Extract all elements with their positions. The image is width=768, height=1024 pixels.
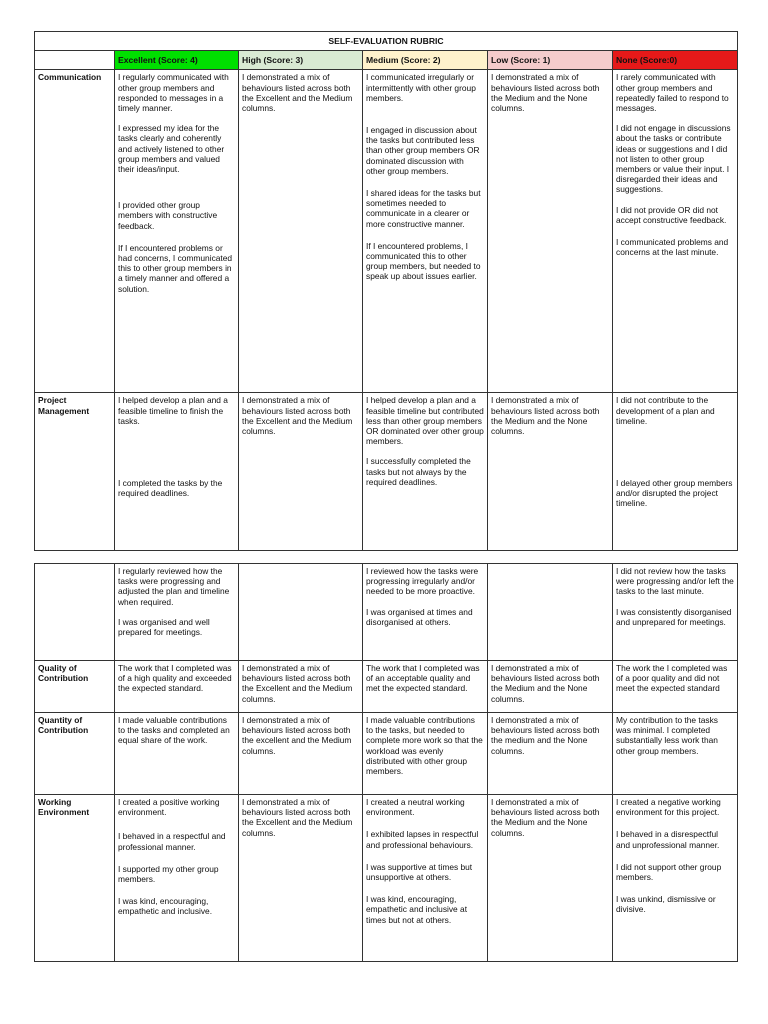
cell-high (239, 795, 363, 962)
descriptor-text: I did not support other group members. (616, 861, 722, 883)
criterion-label (35, 564, 115, 661)
level-header-excellent: Excellent (Score: 4) (115, 51, 239, 70)
criterion-label: Quality of Contribution (35, 661, 115, 713)
descriptor-text: I created a neutral working environment. (366, 797, 465, 818)
descriptor-text: I was organised and well prepared for meetings. (118, 616, 210, 638)
descriptor-text: I helped develop a plan and a feasible timeline to finish the tasks. (118, 395, 228, 426)
rubric-row-project-management (35, 393, 738, 551)
descriptor-text: I demonstrated a mix of behaviours listed across both the Medium and the None columns. (491, 663, 600, 704)
cell-low (488, 564, 613, 661)
descriptor-text: I demonstrated a mix of behaviours listed across both the Medium and the None columns. (491, 395, 600, 437)
descriptor-text: I demonstrated a mix of behaviours listed across both the Medium and the None columns. (491, 72, 600, 114)
descriptor-text: I regularly communicated with other group members and responded to messages in a timely manner. (118, 72, 229, 114)
descriptor-text: I made valuable contributions to the tasks and completed an equal share of the work. (118, 715, 230, 746)
descriptor-text: I did not provide OR did not accept constructive feedback. (616, 204, 727, 225)
rubric-table-page-1 (34, 31, 738, 551)
descriptor-text: I rarely communicated with other group members and repeatedly failed to respond to messages. (616, 72, 729, 114)
descriptor-text: I reviewed how the tasks were progressing irregularly and/or needed to be more proactive. (366, 566, 479, 597)
descriptor-text: The work that I completed was of a high quality and exceeded the expected standard. (118, 663, 232, 694)
criterion-label: Working Environment (35, 795, 115, 962)
cell-none (613, 564, 738, 661)
descriptor-text: I communicated irregularly or intermittently with other group members. (366, 72, 476, 103)
descriptor-text: I delayed other group members and/or disrupted the project timeline. (616, 478, 733, 509)
cell-none (613, 795, 738, 962)
descriptor-text: I completed the tasks by the required deadlines. (118, 478, 223, 499)
level-header-low: Low (Score: 1) (488, 51, 613, 70)
header-row (35, 51, 738, 70)
descriptor-text: I communicated problems and concerns at the last minute. (616, 237, 729, 258)
cell-excellent (115, 564, 239, 661)
cell-low (488, 661, 613, 713)
level-header-high: High (Score: 3) (239, 51, 363, 70)
descriptor-text: I successfully completed the tasks but not always by the required deadlines. (366, 456, 471, 487)
cell-high (239, 564, 363, 661)
descriptor-text: I was organised at times and disorganised at others. (366, 606, 473, 627)
cell-high (239, 661, 363, 713)
descriptor-text: I was supportive at times but unsupportive at others. (366, 861, 473, 883)
descriptor-text: The work the I completed was of a poor quality and did not meet the expected standard (616, 663, 728, 694)
descriptor-text: My contribution to the tasks was minimal. I completed substantially less work than other group members. (616, 715, 718, 756)
descriptor-text: I demonstrated a mix of behaviours listed across both the Excellent and the Medium columns. (242, 395, 353, 437)
descriptor-text: I behaved in a respectful and professional manner. (118, 831, 226, 852)
rubric-row-quantity-of-contribution (35, 713, 738, 795)
cell-medium (363, 70, 488, 393)
descriptor-text: I demonstrated a mix of behaviours listed across both the Excellent and the Medium columns. (242, 663, 353, 704)
descriptor-text: I helped develop a plan and a feasible timeline but contributed less than other group members OR dominated over other group members. (366, 395, 484, 447)
rubric-table-page-2 (34, 563, 738, 962)
descriptor-text: I was unkind, dismissive or divisive. (616, 894, 716, 915)
cell-excellent (115, 70, 239, 393)
rubric-title: SELF-EVALUATION RUBRIC (35, 32, 738, 51)
cell-excellent (115, 713, 239, 795)
descriptor-text: I demonstrated a mix of behaviours listed across both the excellent and the Medium columns. (242, 715, 352, 756)
cell-none (613, 70, 738, 393)
level-header-none: None (Score:0) (613, 51, 738, 70)
descriptor-text: I provided other group members with constructive feedback. (118, 200, 218, 231)
cell-excellent (115, 795, 239, 962)
rubric-row-quality-of-contribution (35, 661, 738, 713)
descriptor-text: The work that I completed was of an acceptable quality and met the expected standard. (366, 663, 480, 694)
descriptor-text: I did not review how the tasks were progressing and/or left the tasks to the last minute. (616, 566, 734, 597)
level-header-medium: Medium (Score: 2) (363, 51, 488, 70)
cell-medium (363, 661, 488, 713)
descriptor-text: I was kind, encouraging, empathetic and inclusive. (118, 896, 213, 917)
cell-high (239, 393, 363, 551)
descriptor-text: I exhibited lapses in respectful and professional behaviours. (366, 829, 479, 850)
descriptor-text: I shared ideas for the tasks but sometimes needed to communicate in a clearer or more constructive manner. (366, 188, 481, 229)
descriptor-text: I demonstrated a mix of behaviours listed across both the Excellent and the Medium columns. (242, 72, 353, 114)
descriptor-text: I was consistently disorganised and unprepared for meetings. (616, 606, 732, 627)
descriptor-text: I supported my other group members. (118, 863, 219, 885)
descriptor-text: I demonstrated a mix of behaviours listed across both the Medium and the None columns. (491, 797, 600, 838)
cell-medium (363, 393, 488, 551)
header-blank (35, 51, 115, 70)
criterion-label: Quantity of Contribution (35, 713, 115, 795)
descriptor-text: I created a negative working environment for this project. (616, 797, 721, 818)
cell-none (613, 661, 738, 713)
descriptor-text: I demonstrated a mix of behaviours listed across both the Excellent and the Medium columns. (242, 797, 353, 838)
rubric-row-communication (35, 70, 738, 393)
descriptor-text: If I encountered problems or had concerns, I communicated this to other group members in a timely manner and offered a solution. (118, 242, 233, 294)
cell-low (488, 70, 613, 393)
cell-high (239, 70, 363, 393)
cell-medium (363, 564, 488, 661)
cell-low (488, 713, 613, 795)
rubric-row-continued (35, 564, 738, 661)
cell-excellent (115, 393, 239, 551)
descriptor-text: I regularly reviewed how the tasks were progressing and adjusted the plan and timeline when required. (118, 566, 230, 607)
rubric-row-working-environment (35, 795, 738, 962)
criterion-label: Project Management (35, 393, 115, 551)
descriptor-text: I made valuable contributions to the tasks, but needed to complete more work so that the workload was evenly distributed with other group members. (366, 715, 483, 777)
descriptor-text: I did not contribute to the development of a plan and timeline. (616, 395, 715, 426)
cell-low (488, 795, 613, 962)
descriptor-text: I was kind, encouraging, empathetic and inclusive at times but not at others. (366, 894, 468, 925)
cell-high (239, 713, 363, 795)
cell-medium (363, 795, 488, 962)
descriptor-text: I expressed my idea for the tasks clearly and coherently and actively listened to other group members and valued their ideas/input. (118, 123, 225, 175)
descriptor-text: I did not engage in discussions about the tasks or contribute ideas or suggestions and I did not listen to other group members or value their input. I disregarded their ideas and suggestions. (616, 123, 731, 195)
cell-none (613, 713, 738, 795)
descriptor-text: If I encountered problems, I communicated this to other group members, but needed to speak up about issues earlier. (366, 240, 481, 282)
criterion-label: Communication (35, 70, 115, 393)
title-row (35, 32, 738, 51)
cell-medium (363, 713, 488, 795)
descriptor-text: I created a positive working environment. (118, 797, 220, 818)
cell-low (488, 393, 613, 551)
descriptor-text: I engaged in discussion about the tasks but contributed less than other group members OR dominated discussion with other group members. (366, 125, 480, 176)
cell-excellent (115, 661, 239, 713)
cell-none (613, 393, 738, 551)
descriptor-text: I behaved in a disrespectful and unprofessional manner. (616, 829, 720, 850)
descriptor-text: I demonstrated a mix of behaviours listed across both the medium and the None columns. (491, 715, 600, 756)
